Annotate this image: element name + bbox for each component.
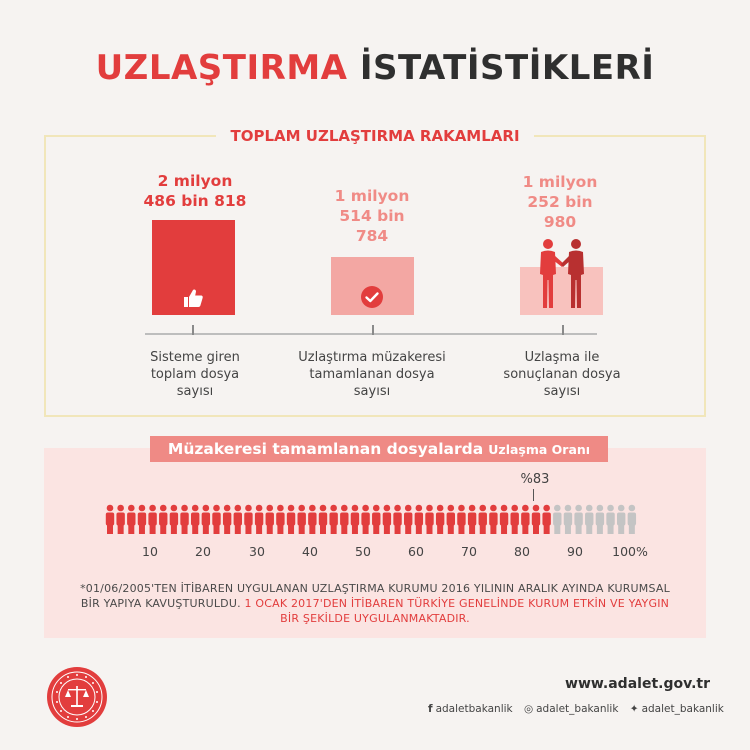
person-icon-filled	[511, 505, 519, 534]
bar-value-line: 1 milyon	[522, 173, 598, 191]
rate-tick-label: 50	[355, 544, 371, 559]
category-label	[130, 349, 260, 400]
person-icon-filled	[159, 505, 167, 534]
person-icon-filled	[361, 505, 369, 534]
person-icon-filled	[138, 505, 146, 534]
title-part-2: İSTATİSTİKLERİ	[359, 48, 655, 88]
person-icon-filled	[372, 505, 380, 534]
bar-value-label	[500, 172, 620, 232]
social-link-twitter[interactable]	[630, 703, 724, 715]
social-handle: adalet_bakanlik	[641, 703, 724, 715]
totals-heading	[0, 126, 750, 145]
social-handle: adalet_bakanlik	[536, 703, 619, 715]
person-icon-filled	[148, 505, 156, 534]
person-icon-empty	[628, 505, 636, 534]
person-icon-empty	[553, 505, 561, 534]
person-icon-filled	[479, 505, 487, 534]
person-icon-filled	[500, 505, 508, 534]
footnote	[70, 581, 680, 626]
person-icon-filled	[447, 505, 455, 534]
category-label-line: Sisteme giren	[150, 350, 240, 365]
person-icon-filled	[425, 505, 433, 534]
rate-banner-main: Müzakeresi tamamlanan dosyalarda	[167, 440, 484, 458]
category-label-line: Uzlaşma ile	[524, 350, 600, 365]
check-badge-icon	[360, 285, 384, 309]
facebook-icon: f	[428, 703, 433, 715]
x-axis-tick	[372, 325, 374, 335]
person-icon-filled	[170, 505, 178, 534]
rate-axis	[0, 544, 750, 560]
person-icon-filled	[404, 505, 412, 534]
x-axis-tick	[192, 325, 194, 335]
rate-banner-small: Uzlaşma Oranı	[488, 442, 591, 457]
title-part-1: UZLAŞTIRMA	[95, 48, 348, 88]
category-label-line: sayısı	[176, 384, 214, 399]
bar-negotiated-files	[331, 257, 414, 315]
person-icon-filled	[532, 505, 540, 534]
social-handle: adaletbakanlik	[435, 703, 513, 715]
rate-tick-label: 20	[195, 544, 211, 559]
person-icon-filled	[542, 505, 550, 534]
person-icon-filled	[191, 505, 199, 534]
bar-value-line: 514 bin	[339, 207, 405, 225]
rate-value-label: %83	[520, 472, 550, 487]
bar-value-line: 980	[543, 213, 577, 231]
social-link-facebook[interactable]	[428, 703, 513, 715]
person-icon-filled	[351, 505, 359, 534]
person-icon-filled	[489, 505, 497, 534]
rate-tick-label: 30	[249, 544, 265, 559]
person-icon-empty	[596, 505, 604, 534]
person-icon-empty	[606, 505, 614, 534]
bar-value-label	[312, 186, 432, 246]
rate-tick-label: 100%	[612, 544, 648, 559]
person-icon-filled	[436, 505, 444, 534]
person-icon-empty	[617, 505, 625, 534]
person-icon-empty	[574, 505, 582, 534]
footnote-highlight: 1 OCAK 2017'DEN İTİBAREN TÜRKİYE GENELİNDE KURUM ETKİN VE YAYGIN BİR ŞEKİLDE UYGULANMAKTADIR.	[244, 597, 670, 625]
category-label-line: tamamlanan dosya	[309, 367, 435, 382]
person-icon-filled	[223, 505, 231, 534]
category-label	[495, 349, 629, 400]
bar-value-label	[130, 171, 260, 211]
bar-value-line: 486 bin 818	[143, 192, 247, 210]
person-icon-filled	[393, 505, 401, 534]
person-icon-filled	[521, 505, 529, 534]
person-icon-filled	[308, 505, 316, 534]
person-icon-filled	[202, 505, 210, 534]
category-label-line: sonuçlanan dosya	[503, 367, 621, 382]
person-icon-filled	[457, 505, 465, 534]
person-icon-filled	[234, 505, 242, 534]
rate-tick-label: 60	[408, 544, 424, 559]
person-icon-filled	[329, 505, 337, 534]
person-icon-filled	[468, 505, 476, 534]
footnote-text: *01/06/2005'TEN İTİBAREN UYGULANAN UZLAŞTIRMA KURUMU 2016 YILININ ARALIK AYINDA KURUMSAL BİR YAPIYA KAVUŞTURULDU.	[80, 582, 670, 610]
person-icon-filled	[212, 505, 220, 534]
bar-total-files	[152, 220, 235, 315]
person-icon-filled	[127, 505, 135, 534]
category-label-line: sayısı	[543, 384, 581, 399]
person-icon-filled	[298, 505, 306, 534]
category-label-line: sayısı	[353, 384, 391, 399]
person-icon-filled	[106, 505, 114, 534]
category-label	[290, 349, 454, 400]
twitter-icon: ✦	[629, 703, 639, 715]
category-label-line: toplam dosya	[150, 367, 240, 382]
person-icon-filled	[266, 505, 274, 534]
rate-tick-label: 40	[302, 544, 318, 559]
person-icon-filled	[116, 505, 124, 534]
people-pictogram	[0, 504, 750, 544]
rate-banner	[150, 436, 608, 462]
bar-value-line: 784	[355, 227, 389, 245]
person-icon-empty	[564, 505, 572, 534]
bar-value-line: 252 bin	[527, 193, 593, 211]
rate-tick-label: 90	[567, 544, 583, 559]
person-icon-filled	[415, 505, 423, 534]
handshake-icon	[532, 238, 592, 310]
category-label-line: Uzlaştırma müzakeresi	[298, 350, 446, 365]
person-icon-filled	[244, 505, 252, 534]
bar-reconciled-files	[520, 267, 603, 315]
person-icon-empty	[585, 505, 593, 534]
bar-value-line: 1 milyon	[334, 187, 410, 205]
thumbs-up-icon	[181, 286, 205, 310]
totals-heading-text: TOPLAM UZLAŞTIRMA RAKAMLARI	[216, 127, 533, 145]
rate-tick-label: 80	[514, 544, 530, 559]
x-axis-tick	[562, 325, 564, 335]
person-icon-filled	[383, 505, 391, 534]
person-icon-filled	[276, 505, 284, 534]
website-url[interactable]: www.adalet.gov.tr	[565, 676, 710, 692]
person-icon-filled	[319, 505, 327, 534]
page-title	[0, 48, 750, 88]
person-icon-filled	[255, 505, 263, 534]
social-links	[420, 703, 724, 715]
ministry-seal-logo	[46, 666, 108, 728]
rate-tick-label: 70	[461, 544, 477, 559]
person-icon-filled	[340, 505, 348, 534]
instagram-icon: ◎	[523, 703, 534, 715]
person-icon-filled	[180, 505, 188, 534]
bar-value-line: 2 milyon	[157, 172, 233, 190]
x-axis-line	[145, 333, 597, 335]
rate-tick-label: 10	[142, 544, 158, 559]
person-icon-filled	[287, 505, 295, 534]
social-link-instagram[interactable]	[524, 703, 618, 715]
rate-value-marker	[533, 489, 534, 501]
